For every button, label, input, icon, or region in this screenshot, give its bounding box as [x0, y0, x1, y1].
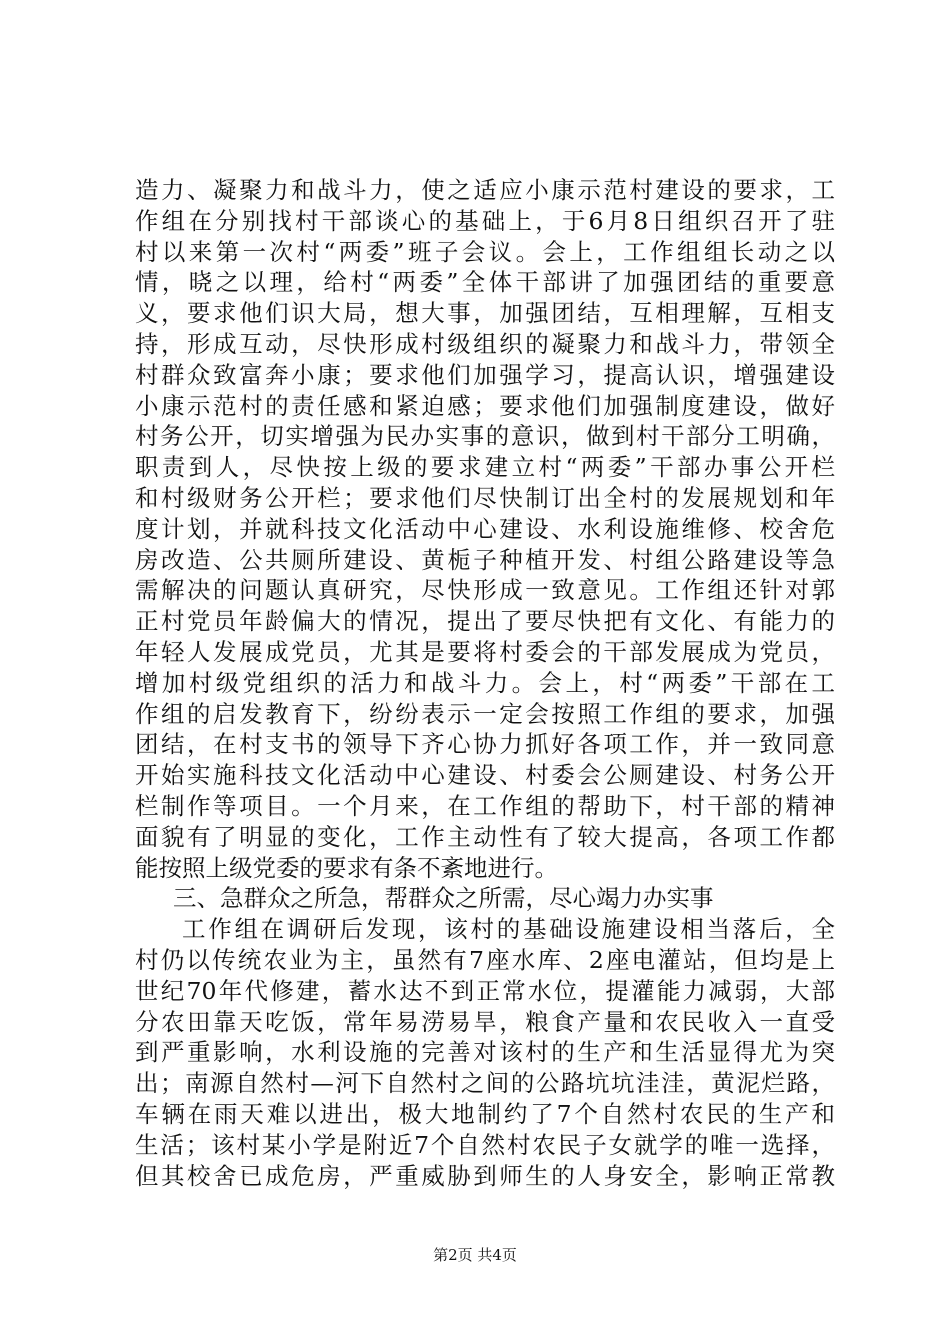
- text-line: 开始实施科技文化活动中心建设、村委会公厕建设、村务公开: [135, 761, 835, 790]
- text-line: 造力、凝聚力和战斗力，使之适应小康示范村建设的要求，工: [135, 176, 835, 204]
- text-line: 情，晓之以理，给村“两委”全体干部讲了加强团结的重要意: [135, 268, 835, 297]
- text-line: 工作组在调研后发现，该村的基础设施建设相当落后，全: [182, 915, 835, 944]
- text-line: 分农田靠天吃饭，常年易涝易旱，粮食产量和农民收入一直受: [135, 1007, 835, 1036]
- text-line: 到严重影响，水利设施的完善对该村的生产和生活显得尤为突: [135, 1038, 835, 1067]
- text-line: 生活；该村某小学是附近7个自然村农民子女就学的唯一选择，: [135, 1130, 835, 1159]
- text-line: 栏制作等项目。一个月来，在工作组的帮助下，村干部的精神: [135, 791, 835, 820]
- text-line: 需解决的问题认真研究，尽快形成一致意见。工作组还针对郭: [135, 576, 835, 605]
- text-line: 度计划，并就科技文化活动中心建设、水利设施维修、校舍危: [135, 514, 835, 543]
- text-line: 义，要求他们识大局，想大事，加强团结，互相理解，互相支: [135, 299, 835, 328]
- text-line: 村以来第一次村“两委”班子会议。会上，工作组组长动之以: [135, 237, 835, 266]
- text-line: 房改造、公共厕所建设、黄栀子种植开发、村组公路建设等急: [135, 545, 835, 574]
- body-text: [135, 175, 835, 1191]
- text-line: 增加村级党组织的活力和战斗力。会上，村“两委”干部在工: [135, 668, 835, 697]
- text-line: 世纪70年代修建，蓄水达不到正常水位，提灌能力减弱，大部: [135, 976, 835, 1005]
- text-line: 村仍以传统农业为主，虽然有7座水库、2座电灌站，但均是上: [135, 945, 835, 974]
- text-line: 作组在分别找村干部谈心的基础上，于6月8日组织召开了驻: [135, 206, 835, 235]
- text-line: 职责到人，尽快按上级的要求建立村“两委”干部办事公开栏: [135, 453, 835, 482]
- text-line: 村群众致富奔小康；要求他们加强学习，提高认识，增强建设: [135, 360, 835, 389]
- text-line: 作组的启发教育下，纷纷表示一定会按照工作组的要求，加强: [135, 699, 835, 728]
- text-line: 持，形成互动，尽快形成村级组织的凝聚力和战斗力，带领全: [135, 329, 835, 358]
- text-line: 能按照上级党委的要求有条不紊地进行。: [135, 853, 558, 882]
- text-line: 但其校舍已成危房，严重威胁到师生的人身安全，影响正常教: [135, 1161, 835, 1190]
- text-line: 车辆在雨天难以进出，极大地制约了7个自然村农民的生产和: [135, 1099, 835, 1128]
- text-line: 小康示范村的责任感和紧迫感；要求他们加强制度建设，做好: [135, 391, 835, 420]
- text-line: 村务公开，切实增强为民办实事的意识，做到村干部分工明确，: [135, 422, 835, 451]
- section-heading: 三、急群众之所急，帮群众之所需，尽心竭力办实事: [173, 884, 714, 913]
- text-line: 和村级财务公开栏；要求他们尽快制订出全村的发展规划和年: [135, 483, 835, 512]
- text-line: 团结，在村支书的领导下齐心协力抓好各项工作，并一致同意: [135, 730, 835, 759]
- page-footer: [0, 1244, 950, 1265]
- text-line: 面貌有了明显的变化，工作主动性有了较大提高，各项工作都: [135, 822, 835, 851]
- page-number: 第2页 共4页: [433, 1246, 517, 1264]
- text-line: 出；南源自然村—河下自然村之间的公路坑坑洼洼，黄泥烂路，: [135, 1069, 835, 1098]
- text-line: 年轻人发展成党员，尤其是要将村委会的干部发展成为党员，: [135, 637, 835, 666]
- text-line: 正村党员年龄偏大的情况，提出了要尽快把有文化、有能力的: [135, 607, 835, 636]
